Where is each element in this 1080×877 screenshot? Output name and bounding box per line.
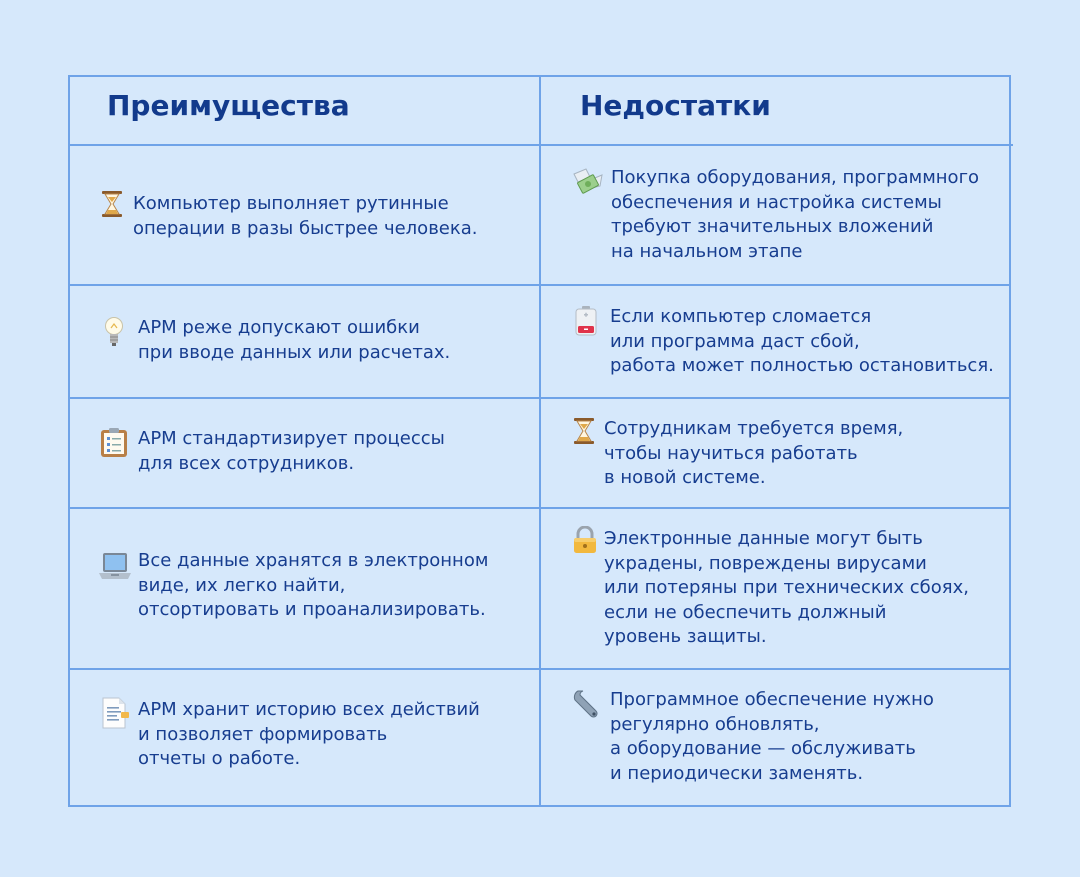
wrench-icon [572, 689, 602, 719]
cons-item-2: Если компьютер сломается или программа даст сбой, работа может полностью остановиться. [610, 306, 994, 376]
laptop-icon [99, 552, 131, 580]
row-divider [68, 284, 1011, 286]
low-battery-icon [574, 306, 598, 336]
column-divider [539, 75, 541, 807]
cons-item-1: Покупка оборудования, программного обеспечения и настройка системы требуют значительных вложений на начальном этапе [611, 167, 980, 262]
money-with-wings-icon [572, 166, 604, 198]
row-divider [68, 668, 1011, 670]
hourglass-icon [573, 418, 595, 444]
row-divider [68, 144, 1013, 146]
cons-item-3: Сотрудникам требуется время, чтобы научиться работать в новой системе. [604, 418, 904, 488]
cons-item-4: Электронные данные могут быть украдены, повреждены вирусами или потеряны при технических сбоях, если не обеспечить должный уровень защиты. [604, 528, 969, 647]
pros-item-5: АРМ хранит историю всех действий и позволяет формировать отчеты о работе. [138, 699, 480, 769]
pros-item-2: АРМ реже допускают ошибки при вводе данных или расчетах. [138, 317, 451, 363]
lock-icon [572, 526, 598, 554]
cons-heading: Недостатки [580, 89, 771, 122]
hourglass-icon [101, 191, 123, 217]
document-icon [99, 697, 131, 729]
pros-heading: Преимущества [107, 89, 350, 122]
pros-item-1: Компьютер выполняет рутинные операции в разы быстрее человека. [133, 193, 478, 239]
row-divider [68, 507, 1011, 509]
row-divider [68, 397, 1011, 399]
pros-item-3: АРМ стандартизирует процессы для всех сотрудников. [138, 428, 445, 474]
pros-item-4: Все данные хранятся в электронном виде, их легко найти, отсортировать и проанализировать. [138, 550, 489, 620]
lightbulb-icon [104, 316, 124, 348]
cons-item-5: Программное обеспечение нужно регулярно обновлять, а оборудование — обслуживать и периодически заменять. [610, 689, 934, 784]
clipboard-icon [100, 428, 128, 458]
